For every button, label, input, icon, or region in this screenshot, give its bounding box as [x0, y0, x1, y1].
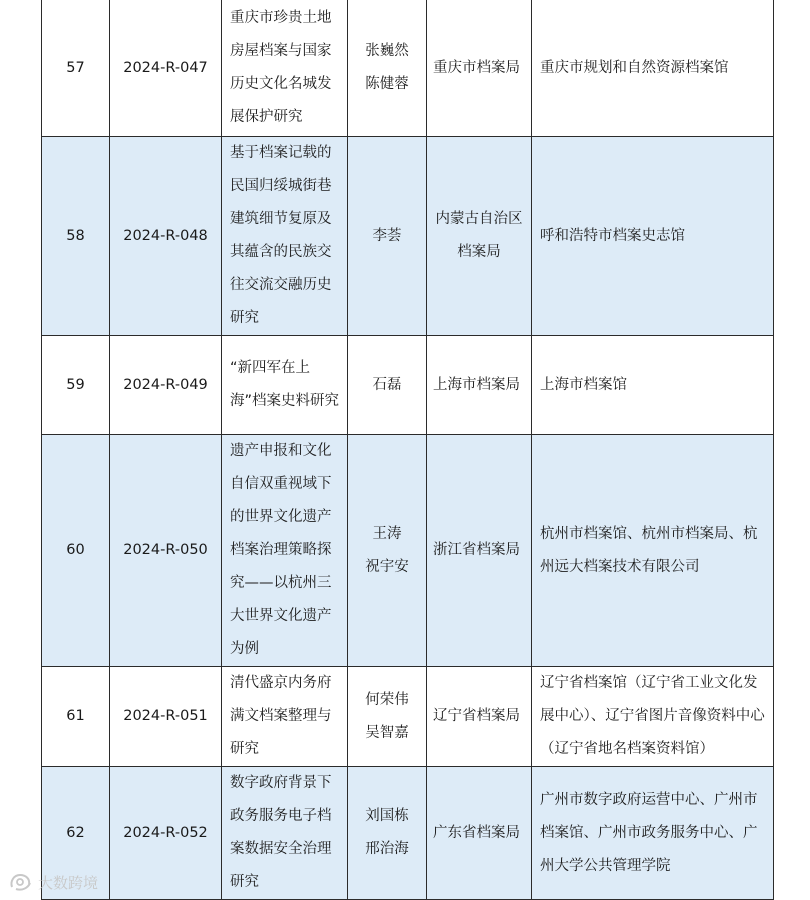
partner-institutions: 杭州市档案馆、杭州市档案局、杭州远大档案技术有限公司: [532, 435, 774, 667]
watermark-text: 大数跨境: [38, 873, 99, 892]
researcher-name: 何荣伟: [365, 691, 409, 708]
project-table: [41, 0, 774, 900]
researcher-name: 李荟: [372, 227, 402, 244]
researcher-name: 邢治海: [365, 841, 409, 857]
partner-institutions: 呼和浩特市档案史志馆: [532, 137, 774, 336]
researcher-name: 刘国栋: [365, 808, 409, 824]
row-number: 59: [42, 336, 110, 435]
table-row: [42, 0, 774, 137]
researcher-name: 陈健蓉: [365, 76, 409, 92]
project-code: 2024-R-050: [110, 435, 222, 667]
project-title: 清代盛京内务府满文档案整理与研究: [222, 667, 348, 767]
project-table-container: [41, 0, 773, 900]
partner-institutions: 广州市数字政府运营中心、广州市档案馆、广州市政务服务中心、广州大学公共管理学院: [532, 767, 774, 900]
table-row: [42, 137, 774, 336]
responsible-department: 辽宁省档案局: [427, 667, 532, 767]
researcher-name: 祝宇安: [365, 558, 409, 575]
table-row: [42, 336, 774, 435]
project-title: “新四军在上海”档案史料研究: [222, 336, 348, 435]
row-number: 62: [42, 767, 110, 900]
researcher-names: [348, 0, 427, 137]
responsible-department: 上海市档案局: [427, 336, 532, 435]
researcher-name: 吴智嘉: [365, 724, 409, 741]
row-number: 57: [42, 0, 110, 137]
row-number: 61: [42, 667, 110, 767]
row-number: 58: [42, 137, 110, 336]
table-row: [42, 667, 774, 767]
watermark-logo-icon: [8, 871, 34, 893]
table-row: [42, 435, 774, 667]
partner-institutions: 辽宁省档案馆（辽宁省工业文化发展中心）、辽宁省图片音像资料中心（辽宁省地名档案资料馆）: [532, 667, 774, 767]
researcher-names: [348, 767, 427, 900]
table-row: [42, 767, 774, 900]
project-title: 遗产申报和文化自信双重视域下的世界文化遗产档案治理策略探究——以杭州三大世界文化遗产为例: [222, 435, 348, 667]
researcher-names: [348, 435, 427, 667]
row-number: 60: [42, 435, 110, 667]
responsible-department: 重庆市档案局: [427, 0, 532, 137]
project-code: 2024-R-051: [110, 667, 222, 767]
project-code: 2024-R-049: [110, 336, 222, 435]
project-code: 2024-R-052: [110, 767, 222, 900]
partner-institutions: 上海市档案馆: [532, 336, 774, 435]
researcher-names: [348, 667, 427, 767]
researcher-names: [348, 336, 427, 435]
partner-institutions: 重庆市规划和自然资源档案馆: [532, 0, 774, 137]
project-title: 数字政府背景下政务服务电子档案数据安全治理研究: [222, 767, 348, 900]
researcher-name: 石磊: [372, 376, 402, 393]
project-title: 基于档案记载的民国归绥城街巷建筑细节复原及其蕴含的民族交往交流交融历史研究: [222, 137, 348, 336]
project-code: 2024-R-048: [110, 137, 222, 336]
researcher-names: [348, 137, 427, 336]
researcher-name: 张巍然: [365, 43, 409, 59]
project-code: 2024-R-047: [110, 0, 222, 137]
responsible-department: 广东省档案局: [427, 767, 532, 900]
researcher-name: 王涛: [372, 525, 402, 542]
responsible-department: 内蒙古自治区档案局: [427, 137, 532, 336]
project-title: 重庆市珍贵土地房屋档案与国家历史文化名城发展保护研究: [222, 0, 348, 137]
responsible-department: 浙江省档案局: [427, 435, 532, 667]
